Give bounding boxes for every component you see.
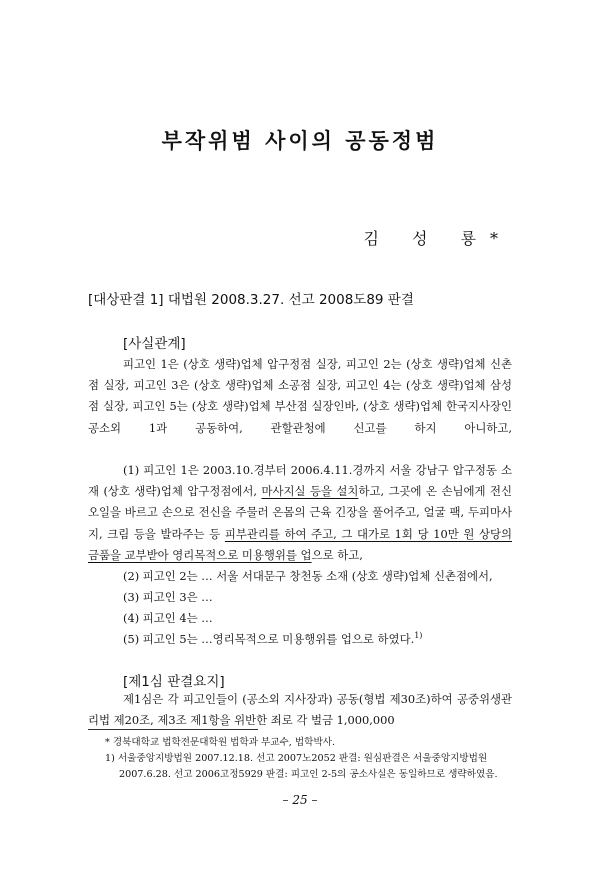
- first-instance-heading: [제1심 판결요지]: [123, 674, 225, 690]
- facts-heading: [사실관계]: [123, 336, 186, 352]
- footnote-ref-1[interactable]: 1): [414, 631, 423, 641]
- case-reference: [대상판결 1] 대법원 2008.3.27. 선고 2008도89 판결: [88, 292, 414, 308]
- author-name: 김 성 룡*: [363, 229, 512, 248]
- facts-item-3: (3) 피고인 3은 …: [123, 590, 213, 604]
- footnote-1-line-2: 2007.6.28. 선고 2006고정5929 판결: 피고인 2-5의 공소사실은 동일하므로 생략하였음.: [119, 769, 498, 780]
- footnote-divider: [88, 729, 258, 730]
- facts-item-4: (4) 피고인 4는 …: [123, 611, 213, 625]
- first-instance-text: 제1심은 각 피고인들이 (공소외 지사장과) 공동(형법 제30조)하여 공중위생관리법 제20조, 제3조 제1항을 위반한 죄로 각 벌금 1,000,000: [88, 692, 512, 728]
- footnote-1-line-1: 1) 서울중앙지방법원 2007.12.18. 선고 2007노2052 판결: 원심판결은 서울중앙지방법원: [105, 753, 488, 764]
- facts-item-2: (2) 피고인 2는 … 서울 서대문구 창천동 소재 (상호 생략)업체 신촌점에서,: [123, 569, 493, 583]
- item-1-text-b: 하고, 그곳에 온 손님에게 전신 오일을 바르고 손으로 전신을 주물러 온몸의 근육 긴장을 풀어주고, 얼굴 팩, 두피마사지, 크림 등을 발라주는 등: [88, 484, 512, 541]
- footnote-author: * 경북대학교 법학전문대학원 법학과 부교수, 법학박사.: [105, 737, 336, 748]
- facts-item-5: [123, 629, 422, 650]
- facts-intro: 피고인 1은 (상호 생략)업체 압구정점 실장, 피고인 2는 (상호 생략)업체 신촌점 실장, 피고인 3은 (상호 생략)업체 소공점 실장, 피고인 4는 (상호 생략)업체 삼성점 실장, 피고인 5는 (상호 생략)업체 부산점 실장인바, (상호 생략)업체 한국지사장인 공소외 1과 공동하여, 관할관청에 신고를 하지 아니하고,: [88, 357, 513, 435]
- item-1-text-c: 으로 하고,: [311, 547, 363, 562]
- item-1-underline-b: 피부관리를 하여 주고, 그 대가로 1회 당 10만 원 상당의 금품을 교부받아 영리목적으로 미용행위를 업: [88, 526, 512, 562]
- item-1-text-a: (1) 피고인 1은 2003.10.경부터 2006.4.11.경까지 서울 강남구 압구정동 소재 (상호 생략)업체 압구정점에서,: [88, 463, 512, 499]
- article-title: 부작위범 사이의 공동정범: [161, 129, 439, 153]
- item-5-text: (5) 피고인 5는 …영리목적으로 미용행위를 업으로 하였다.: [123, 632, 415, 646]
- facts-item-1: [88, 460, 512, 566]
- item-1-underline-a: 마사지실 등을 설치: [261, 484, 359, 499]
- page-number: – 25 –: [282, 793, 318, 807]
